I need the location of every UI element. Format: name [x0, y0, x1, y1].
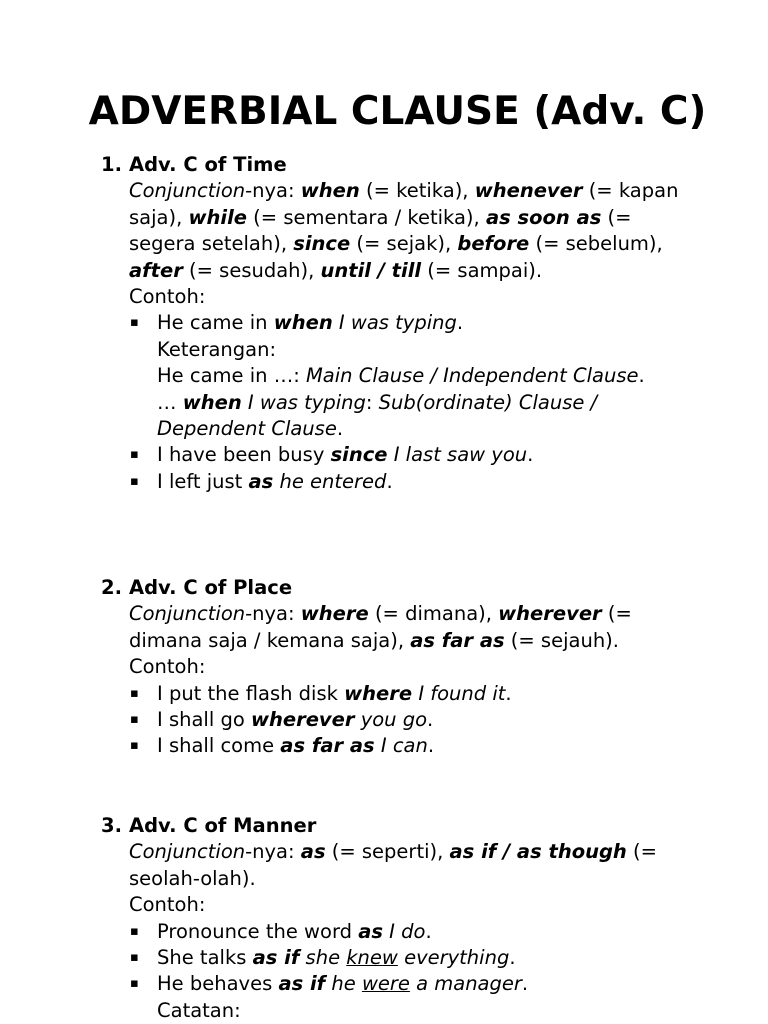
conjunction-list: Conjunction-nya: when (= ketika), whenever (= kapan saja), while (= sementara / ketika), as soon as (= segera setelah), since (= sejak), before (= sebelum), after (= sesudah), until / till (= sampai).: [129, 179, 679, 282]
list-item: ▪ I shall come as far as I can.: [129, 733, 701, 759]
list-item: ▪ Pronounce the word as I do.: [129, 919, 701, 945]
bullet-icon: ▪: [130, 738, 139, 754]
list-item: ▪ I shall go wherever you go.: [129, 707, 701, 733]
bullet-icon: ▪: [130, 447, 139, 463]
conjunction-list: Conjunction-nya: as (= seperti), as if / as though (= seolah-olah).: [129, 840, 657, 890]
catatan-label: Catatan:: [157, 998, 241, 1022]
bullet-icon: ▪: [130, 712, 139, 728]
example-list: [129, 681, 701, 760]
contoh-label: Contoh:: [129, 655, 206, 679]
list-item: ▪ He came in when I was typing.: [129, 310, 701, 336]
bullet-icon: ▪: [130, 685, 139, 701]
conjunction-list: Conjunction-nya: where (= dimana), wherever (= dimana saja / kemana saja), as far as (= sejauh).: [129, 602, 632, 652]
section-number: 3.: [101, 814, 122, 837]
contoh-label: Contoh:: [129, 285, 206, 309]
example-list: [129, 919, 701, 998]
section-number: 1.: [101, 153, 122, 176]
list-item: ▪ I left just as he entered.: [129, 469, 701, 495]
example-list: [129, 310, 701, 336]
section-manner: [101, 813, 701, 1024]
section-heading: Adv. C of Manner: [129, 814, 317, 837]
bullet-icon: ▪: [130, 473, 139, 489]
bullet-icon: ▪: [130, 315, 139, 331]
section-number: 2.: [101, 576, 122, 599]
bullet-icon: ▪: [130, 923, 139, 939]
keterangan-line: … when I was typing: Sub(ordinate) Clause / Dependent Clause.: [157, 390, 598, 441]
keterangan-label: Keterangan:: [157, 337, 277, 361]
list-item: ▪ He behaves as if he were a manager.: [129, 971, 701, 997]
keterangan-block: [129, 337, 701, 443]
bullet-icon: ▪: [130, 950, 139, 966]
section-place: [101, 575, 701, 760]
example-list: [129, 442, 701, 495]
list-item: ▪ I have been busy since I last saw you.: [129, 442, 701, 468]
section-heading: Adv. C of Place: [129, 576, 293, 599]
keterangan-line: He came in …: Main Clause / Independent Clause.: [157, 364, 645, 388]
section-heading: Adv. C of Time: [129, 153, 287, 176]
bullet-icon: ▪: [130, 976, 139, 992]
contoh-label: Contoh:: [129, 893, 206, 917]
list-item: ▪ I put the flash disk where I found it.: [129, 681, 701, 707]
section-time: [101, 152, 701, 495]
list-item: ▪ She talks as if she knew everything.: [129, 945, 701, 971]
page-title: ADVERBIAL CLAUSE (Adv. C): [88, 89, 707, 134]
